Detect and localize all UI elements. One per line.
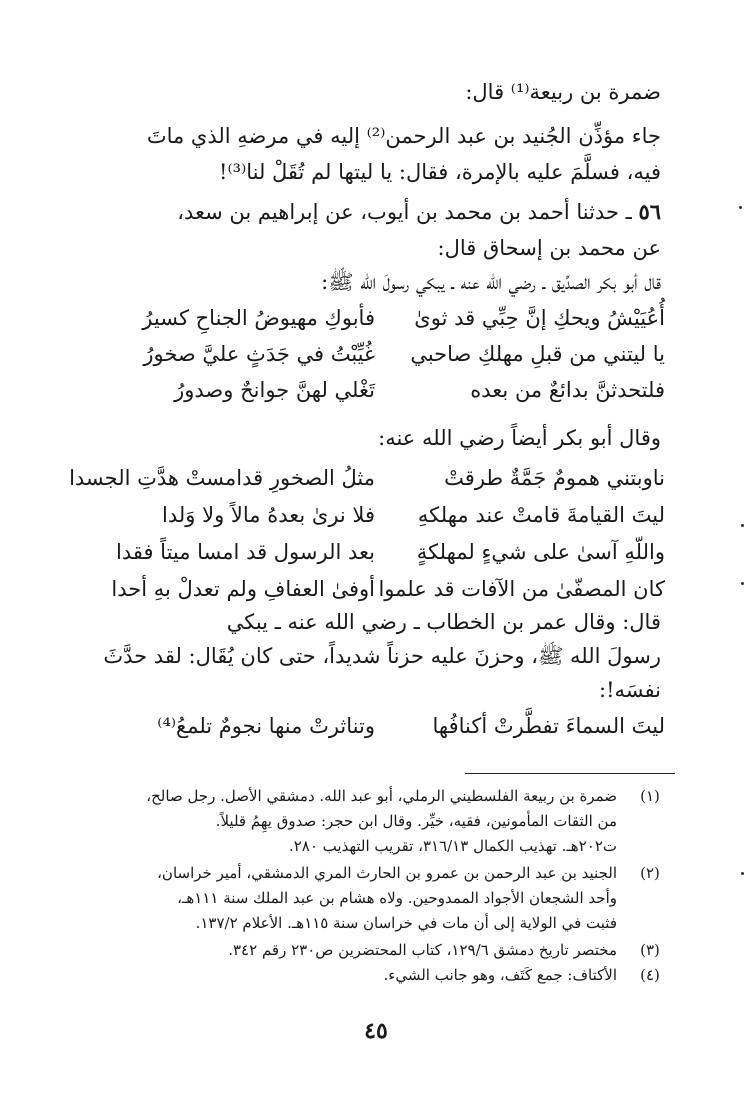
footnote-line: الجنيد بن عبد الرحمن بن عمرو بن الحارث المري الدمشقي، أمير خراسان، bbox=[157, 864, 617, 882]
verse-first-hemistich: ناوبتني همومٌ جَمَّةٌ طرقتْ bbox=[444, 466, 665, 490]
footnote-number: (١) bbox=[640, 787, 660, 805]
text-line: عن محمد بن إسحاق قال: bbox=[437, 236, 661, 260]
text-line: ضمرة بن ربيعة⁽¹⁾ قال: bbox=[465, 80, 661, 104]
verse-second-hemistich: مثلُ الصخورِ قدامستْ هدَّتِ الجسدا bbox=[69, 466, 375, 490]
text-line: نفسَه!: bbox=[599, 678, 661, 702]
footnote-separator bbox=[465, 773, 675, 774]
verse-first-hemistich: واللّهِ آسىٰ على شيءٍ لمهلكةٍ bbox=[416, 540, 665, 564]
verse-second-hemistich: وتناثرتْ منها نجومٌ تلمعُ⁽⁴⁾ bbox=[157, 714, 375, 738]
verse-second-hemistich: تَغْلي لهنَّ جوانحٌ وصدورُ bbox=[174, 378, 375, 402]
scan-speck bbox=[741, 872, 744, 875]
verse-first-hemistich: ليتَ القيامةَ قامتْ عند مهلكهِ bbox=[417, 503, 665, 527]
footnote-text bbox=[77, 938, 617, 963]
report-number: ٥٦ bbox=[638, 199, 661, 224]
verse-line bbox=[69, 460, 665, 496]
footnote-text bbox=[77, 861, 617, 936]
verse-first-hemistich: أُعُيَيْشُ ويحكِ إنَّ حِبِّي قد ثوىٰ bbox=[414, 306, 665, 330]
text-line: وقال أبو بكر أيضاً رضي الله عنه: bbox=[378, 426, 661, 450]
verse-line bbox=[75, 708, 665, 744]
footnote-number: (٤) bbox=[640, 966, 660, 984]
text-line: رسولَ الله ﷺ، وحزنَ عليه حزناً شديداً، حتى كان يُقَال: لقد حدَّثَ bbox=[103, 644, 661, 668]
text-line: جاء مؤذِّن الجُنيد بن عبد الرحمن⁽²⁾ إليه في مرضهِ الذي ماتَ bbox=[146, 124, 661, 148]
footnote-line: الأكتاف: جمع كَتَف، وهو جانب الشيء. bbox=[383, 966, 617, 984]
verse-second-hemistich: بعد الرسول قد امسا ميتاً فقدا bbox=[115, 540, 375, 564]
verse-second-hemistich: غُيِّبْتُ في جَدَثٍ عليَّ صخورُ bbox=[143, 342, 375, 366]
verse-first-hemistich: كان المصفّىٰ من الآفات قد علموا bbox=[378, 577, 665, 601]
text-line: قال: وقال عمر بن الخطاب ـ رضي الله عنه ـ يبكي bbox=[226, 610, 661, 634]
footnote-text bbox=[77, 963, 617, 988]
scan-speck bbox=[741, 524, 744, 527]
paragraph-56 bbox=[81, 196, 661, 228]
verse-first-hemistich: فلتحدثنَّ بدائعٌ من بعده bbox=[470, 378, 665, 402]
verse-line bbox=[75, 534, 665, 570]
text-line: ـ حدثنا أحمد بن محمد بن أيوب، عن إبراهيم بن سعد، bbox=[177, 200, 639, 224]
scan-speck bbox=[739, 206, 742, 209]
footnote bbox=[75, 938, 665, 963]
text-line: قال أبو بكر الصدِّيق ـ رضي الله عنه ـ يبكي رسولَ الله ﷺ: bbox=[321, 270, 661, 294]
verse-first-hemistich: يا ليتني من قبلِ مهلكِ صاحبي bbox=[410, 342, 665, 366]
verse-second-hemistich: أوفىٰ العفافِ ولم تعدلْ بهِ أحدا bbox=[111, 577, 375, 601]
footnote bbox=[75, 861, 665, 936]
footnote-line: فثبت في الولاية إلى أن مات في خراسان سنة ١١٥هـ. الأعلام ١٣٧/٢. bbox=[195, 914, 617, 932]
verse-line bbox=[75, 372, 665, 408]
footnote-number: (٣) bbox=[640, 941, 660, 959]
verse-line bbox=[75, 571, 665, 607]
text-line: فيه، فسلَّمَ عليه بالإمرة، فقال: يا ليتها لم تُقَلْ لنا⁽³⁾! bbox=[219, 160, 661, 184]
verse-second-hemistich: فأبوكِ مهيوضُ الجناحِ كسيرُ bbox=[142, 306, 375, 330]
footnote bbox=[75, 784, 665, 859]
footnote-line: مختصر تاريخ دمشق ١٢٩/٦، كتاب المحتضرين ص٢٣٠ رقم ٣٤٢. bbox=[228, 941, 617, 959]
verse-line bbox=[75, 497, 665, 533]
page-number: ٤٥ bbox=[364, 1018, 388, 1044]
footnote-text bbox=[77, 784, 617, 859]
footnote bbox=[75, 963, 665, 988]
verse-line bbox=[75, 336, 665, 372]
footnote-line: من الثقات المأمونين، فقيه، خيِّر. وقال ابن حجر: صدوق يهِمُ قليلاً. bbox=[215, 812, 617, 830]
verse-first-hemistich: ليتَ السماءَ تفطَّرتْ أكنافُها bbox=[432, 714, 665, 738]
footnote-line: ت٢٠٢هـ. تهذيب الكمال ٣١٦/١٣، تقريب التهذيب ٢٨٠. bbox=[288, 837, 617, 855]
footnote-line: ضمرة بن ربيعة الفلسطيني الرملي، أبو عبد الله. دمشقي الأصل. رجل صالح، bbox=[146, 787, 617, 805]
verse-line bbox=[75, 300, 665, 336]
footnote-number: (٢) bbox=[640, 864, 660, 882]
scan-speck bbox=[741, 582, 744, 585]
verse-second-hemistich: فلا نرىٰ بعدهُ مالاً ولا وَلدا bbox=[162, 503, 375, 527]
footnote-line: وأحد الشجعان الأجواد الممدوحين. ولاه هشام بن عبد الملك سنة ١١١هـ، bbox=[177, 889, 617, 907]
